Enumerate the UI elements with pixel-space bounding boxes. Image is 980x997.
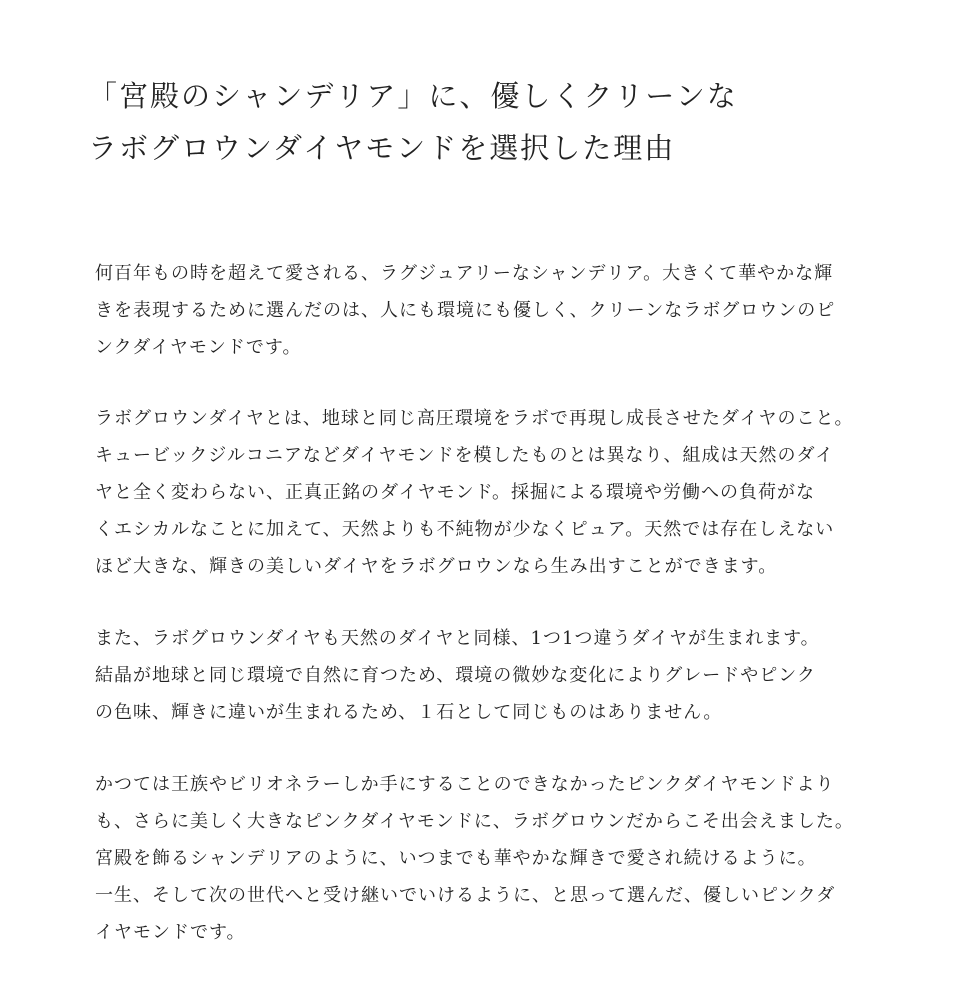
paragraph-line: キュービックジルコニアなどダイヤモンドを模したものとは異なり、組成は天然のダイ [95, 445, 835, 466]
paragraph-line: ンクダイヤモンドです。 [95, 337, 302, 358]
paragraph-closing [95, 766, 965, 951]
paragraph-line: も、さらに美しく大きなピンクダイヤモンドに、ラボグロウンだからこそ出会えました。 [95, 811, 854, 832]
paragraph-line: 結晶が地球と同じ環境で自然に育つため、環境の微妙な変化によりグレードやピンク [95, 665, 816, 686]
paragraph-line: の色味、輝きに違いが生まれるため、１石として同じものはありません。 [95, 702, 723, 723]
paragraph-intro [95, 255, 965, 366]
paragraph-uniqueness [95, 620, 965, 731]
title-line: 「宮殿のシャンデリア」に、優しくクリーンな [88, 79, 738, 113]
paragraph-line: イヤモンドです。 [95, 922, 246, 943]
paragraph-line: また、ラボグロウンダイヤも天然のダイヤと同様、1つ1つ違うダイヤが生まれます。 [95, 628, 820, 649]
article-title [88, 70, 948, 174]
paragraph-line: ラボグロウンダイヤとは、地球と同じ高圧環境をラボで再現し成長させたダイヤのこと。 [95, 408, 854, 429]
paragraph-line: 一生、そして次の世代へと受け継いでいけるように、と思って選んだ、優しいピンクダ [95, 885, 836, 906]
title-line: ラボグロウンダイヤモンドを選択した理由 [88, 131, 676, 165]
paragraph-line: くエシカルなことに加えて、天然よりも不純物が少なくピュア。天然では存在しえない [95, 519, 835, 540]
paragraph-line: 何百年もの時を超えて愛される、ラグジュアリーなシャンデリア。大きくて華やかな輝 [95, 263, 834, 284]
paragraph-line: かつては王族やビリオネラーしか手にすることのできなかったピンクダイヤモンドより [95, 774, 835, 795]
paragraph-lab-grown-definition [95, 400, 965, 585]
paragraph-line: きを表現するために選んだのは、人にも環境にも優しく、クリーンなラボグロウンのピ [95, 300, 836, 321]
paragraph-line: ヤと全く変わらない、正真正銘のダイヤモンド。採掘による環境や労働への負荷がな [95, 482, 816, 503]
paragraph-line: 宮殿を飾るシャンデリアのように、いつまでも華やかな輝きで愛され続けるように。 [95, 848, 817, 869]
paragraph-line: ほど大きな、輝きの美しいダイヤをラボグロウンなら生み出すことができます。 [95, 556, 778, 577]
